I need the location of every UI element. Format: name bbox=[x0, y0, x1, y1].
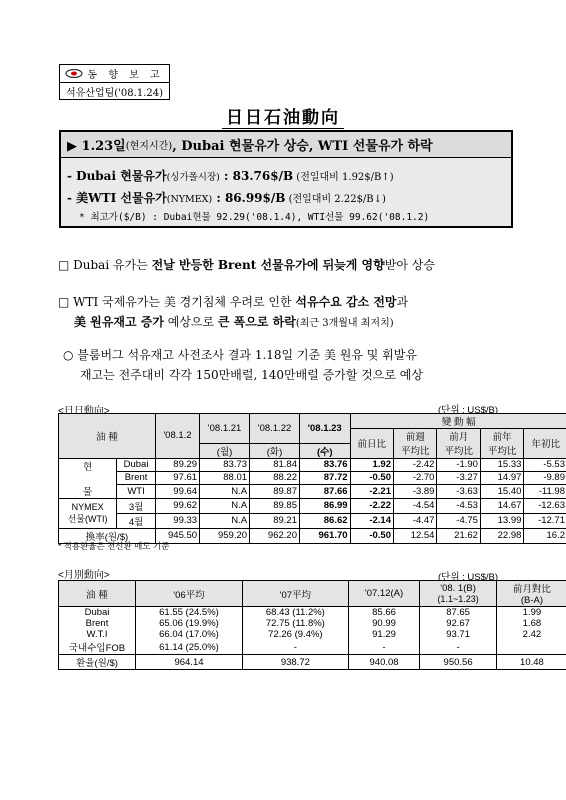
report-type-row bbox=[60, 65, 169, 83]
cell: 66.04 (17.0%) bbox=[136, 629, 243, 640]
cell: 89.21 bbox=[250, 513, 300, 528]
cell: 61.55 (24.5%) bbox=[136, 607, 243, 619]
cell: 962.20 bbox=[250, 528, 300, 543]
col-header-d3-day: (화) bbox=[250, 443, 300, 458]
row-label: 4월 bbox=[117, 513, 156, 528]
cell: 99.64 bbox=[155, 485, 199, 498]
cell bbox=[496, 640, 566, 655]
cell: -4.53 bbox=[437, 498, 480, 513]
col-header-item: 油 種 bbox=[59, 581, 136, 607]
report-dept: 석유산업팀('08.1.24) bbox=[65, 87, 164, 99]
col-header-prev-day: 前日比 bbox=[350, 429, 393, 459]
cell: -2.70 bbox=[394, 471, 437, 484]
cell: 99.62 bbox=[155, 498, 199, 513]
col-header-year: 前年 bbox=[480, 429, 523, 444]
cell: 87.72 bbox=[299, 471, 350, 484]
report-header-box bbox=[59, 64, 170, 100]
cell: 21.62 bbox=[437, 528, 480, 543]
summary-high-note: * 최고가($/B) : Dubai현물 92.29('08.1.4), WTI선물 99.62('08.1.2) bbox=[79, 212, 430, 223]
cell: 14.97 bbox=[480, 471, 523, 484]
cell: - bbox=[420, 640, 497, 655]
cell: -12.71 bbox=[524, 513, 566, 528]
monthly-caption: <月別動向> bbox=[58, 570, 110, 581]
cell: 81.84 bbox=[250, 458, 300, 471]
cell: 10.48 bbox=[496, 655, 566, 670]
daily-unit: (단위 : US$/B) bbox=[438, 405, 499, 416]
table-row bbox=[59, 513, 566, 528]
cell: -0.50 bbox=[350, 471, 393, 484]
table-row bbox=[59, 607, 566, 619]
col-header-d2: '08.1.21 bbox=[200, 414, 250, 444]
monthly-price-table bbox=[58, 580, 566, 670]
cell: 93.71 bbox=[420, 629, 497, 640]
cell: 89.87 bbox=[250, 485, 300, 498]
cell: 961.70 bbox=[299, 528, 350, 543]
cell: 92.67 bbox=[420, 618, 497, 629]
cell: -2.14 bbox=[350, 513, 393, 528]
cell: 964.14 bbox=[136, 655, 243, 670]
col-header-07: '07平均 bbox=[242, 581, 348, 607]
cell: 959.20 bbox=[200, 528, 250, 543]
row-label: Dubai bbox=[59, 607, 136, 619]
cell: 89.29 bbox=[155, 458, 199, 471]
table-row bbox=[59, 640, 566, 655]
cell: 88.01 bbox=[200, 471, 250, 484]
cell: 1.68 bbox=[496, 618, 566, 629]
monthly-unit: (단위 : US$/B) bbox=[438, 572, 499, 583]
cell: N.A bbox=[200, 513, 250, 528]
cell: 86.62 bbox=[299, 513, 350, 528]
col-header-0712: '07.12(A) bbox=[348, 581, 420, 607]
cell: 97.61 bbox=[155, 471, 199, 484]
table-row bbox=[59, 485, 566, 498]
cell: 99.33 bbox=[155, 513, 199, 528]
daily-price-table bbox=[58, 413, 566, 544]
summary-dubai: - Dubai 현물유가(싱가폴시장) : 83.76$/B (전일대비 1.92$/B↑) bbox=[67, 169, 394, 183]
cell: -3.63 bbox=[437, 485, 480, 498]
cell: 83.73 bbox=[200, 458, 250, 471]
cell: - bbox=[242, 640, 348, 655]
summary-wti: - 美WTI 선물유가(NYMEX) : 86.99$/B (전일대비 2.22$/B↓) bbox=[67, 191, 386, 205]
daily-caption: <日日動向> bbox=[58, 406, 110, 417]
cell: -4.47 bbox=[394, 513, 437, 528]
cell: 61.14 (25.0%) bbox=[136, 640, 243, 655]
summary-headline: ▶ 1.23일 (현지시간) , Dubai 현물유가 상승, WTI 선물유가 하락 bbox=[61, 132, 511, 158]
cell: 16.2 bbox=[524, 528, 566, 543]
col-header-ytd: 年初比 bbox=[524, 429, 566, 459]
group-spot: 현 물 bbox=[59, 458, 117, 498]
cell: 85.66 bbox=[348, 607, 420, 619]
col-header-week: 前週 bbox=[394, 429, 437, 444]
table-row bbox=[59, 498, 566, 513]
row-label: Brent bbox=[59, 618, 136, 629]
cell: 15.33 bbox=[480, 458, 523, 471]
report-type-label: 동 향 보 고 bbox=[87, 70, 164, 81]
cell: -3.27 bbox=[437, 471, 480, 484]
group-futures: NYMEX 선물(WTI) bbox=[59, 498, 117, 528]
summary-box bbox=[59, 130, 513, 228]
cell: 1.99 bbox=[496, 607, 566, 619]
table-row bbox=[59, 458, 566, 471]
page-title: 日日石油動向 bbox=[0, 103, 566, 128]
cell: 72.75 (11.8%) bbox=[242, 618, 348, 629]
col-header-d1: '08.1.2 bbox=[155, 414, 199, 459]
row-label: WTI bbox=[117, 485, 156, 498]
bullet-inventory-2: 재고는 전주대비 각각 150만배럴, 140만배럴 증가할 것으로 예상 bbox=[80, 368, 423, 382]
cell: 86.99 bbox=[299, 498, 350, 513]
cell: -9.89 bbox=[524, 471, 566, 484]
cell: 83.76 bbox=[299, 458, 350, 471]
cell: 12.54 bbox=[394, 528, 437, 543]
col-header-week-sub: 平均比 bbox=[394, 443, 437, 458]
bullet-dubai: □ Dubai 유가는 전날 반등한 Brent 선물유가에 뒤늦게 영향받아 상승 bbox=[58, 258, 435, 272]
cell: 945.50 bbox=[155, 528, 199, 543]
row-label: Dubai bbox=[117, 458, 156, 471]
row-label: 3월 bbox=[117, 498, 156, 513]
col-header-month-sub: 平均比 bbox=[437, 443, 480, 458]
cell: 22.98 bbox=[480, 528, 523, 543]
cell: - bbox=[348, 640, 420, 655]
row-label: 환율(원/$) bbox=[59, 655, 136, 670]
bullet-inventory-1: ○ 블룸버그 석유재고 사전조사 결과 1.18일 기준 美 원유 및 휘발유 bbox=[63, 348, 417, 362]
cell: -3.89 bbox=[394, 485, 437, 498]
bullet-wti-1: □ WTI 국제유가는 美 경기침체 우려로 인한 석유수요 감소 전망과 bbox=[58, 295, 409, 309]
cell: 950.56 bbox=[420, 655, 497, 670]
cell: 13.99 bbox=[480, 513, 523, 528]
row-label: W.T.I bbox=[59, 629, 136, 640]
table-row bbox=[59, 471, 566, 484]
cell: 68.43 (11.2%) bbox=[242, 607, 348, 619]
cell: -4.54 bbox=[394, 498, 437, 513]
col-header-0801: '08. 1(B) (1.1~1.23) bbox=[420, 581, 497, 607]
col-header-diff: 前月對比 (B-A) bbox=[496, 581, 566, 607]
cell: 88.22 bbox=[250, 471, 300, 484]
cell: -2.21 bbox=[350, 485, 393, 498]
cell: 938.72 bbox=[242, 655, 348, 670]
col-header-d2-day: (월) bbox=[200, 443, 250, 458]
col-header-d3: '08.1.22 bbox=[250, 414, 300, 444]
cell: -4.75 bbox=[437, 513, 480, 528]
row-label: Brent bbox=[117, 471, 156, 484]
cell: -5.53 bbox=[524, 458, 566, 471]
cell: 2.42 bbox=[496, 629, 566, 640]
table-row bbox=[59, 618, 566, 629]
cell: 940.08 bbox=[348, 655, 420, 670]
col-header-month: 前月 bbox=[437, 429, 480, 444]
cell: N.A bbox=[200, 485, 250, 498]
cell: -0.50 bbox=[350, 528, 393, 543]
cell: N.A bbox=[200, 498, 250, 513]
cell: -11.98 bbox=[524, 485, 566, 498]
cell: 15.40 bbox=[480, 485, 523, 498]
col-header-d4: '08.1.23 bbox=[299, 414, 350, 444]
cell: 1.92 bbox=[350, 458, 393, 471]
table-row-fx bbox=[59, 655, 566, 670]
cell: 14.67 bbox=[480, 498, 523, 513]
cell: 72.26 (9.4%) bbox=[242, 629, 348, 640]
row-label: 국내수입FOB bbox=[59, 640, 136, 655]
col-header-item: 油 種 bbox=[59, 414, 156, 459]
col-header-d4-day: (수) bbox=[299, 443, 350, 458]
daily-note: * 적용환율은 전신환 매도 기준 bbox=[58, 541, 170, 551]
cell: 91.29 bbox=[348, 629, 420, 640]
cell: 87.65 bbox=[420, 607, 497, 619]
cell: 90.99 bbox=[348, 618, 420, 629]
cell: 89.85 bbox=[250, 498, 300, 513]
bullet-wti-2: 美 원유재고 증가 예상으로 큰 폭으로 하락(최근 3개월내 최저치) bbox=[74, 315, 394, 329]
cell: 65.06 (19.9%) bbox=[136, 618, 243, 629]
cell: -1.90 bbox=[437, 458, 480, 471]
col-header-year-sub: 平均比 bbox=[480, 443, 523, 458]
row-label: 換率(원/$) bbox=[59, 528, 156, 543]
cell: -2.42 bbox=[394, 458, 437, 471]
cell: -2.22 bbox=[350, 498, 393, 513]
col-header-variation: 變 動 幅 bbox=[350, 414, 566, 429]
table-row bbox=[59, 629, 566, 640]
cell: 87.66 bbox=[299, 485, 350, 498]
cell: -12.63 bbox=[524, 498, 566, 513]
col-header-06: '06平均 bbox=[136, 581, 243, 607]
company-logo-icon bbox=[65, 69, 83, 78]
